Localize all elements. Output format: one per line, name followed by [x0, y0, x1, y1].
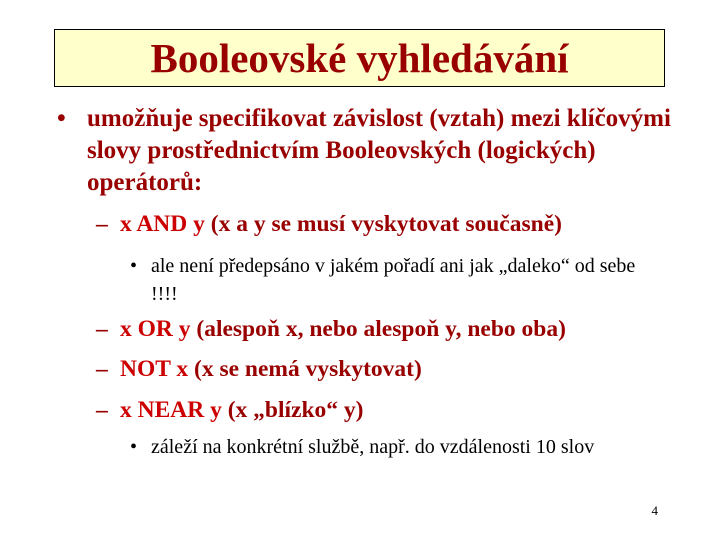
bullet-marker: • — [57, 105, 66, 132]
item-description: (x „blízko“ y) — [221, 397, 364, 423]
note-order — [130, 252, 650, 308]
item-not — [96, 353, 696, 385]
sub-bullet-marker: • — [130, 436, 138, 458]
item-or — [96, 313, 696, 345]
dash-marker: – — [96, 356, 108, 382]
item-keyword: NOT x — [120, 356, 189, 382]
dash-marker: – — [96, 397, 108, 423]
bullet-main-text: umožňuje specifikovat závislost (vztah) mezi klíčovými slovy prostřednictvím Booleovských (logických) operátorů: — [87, 105, 671, 196]
dash-marker: – — [96, 211, 108, 237]
item-description: (x a y se musí vyskytovat současně) — [204, 211, 562, 237]
page-number: 4 — [651, 503, 658, 518]
dash-marker: – — [96, 316, 108, 342]
item-near — [96, 394, 696, 426]
slide-title: Booleovské vyhledávání — [150, 34, 569, 81]
item-keyword: x AND y — [120, 211, 205, 237]
item-description: (x se nemá vyskytovat) — [188, 356, 422, 382]
note-text: záleží na konkrétní službě, např. do vzdálenosti 10 slov — [151, 436, 595, 458]
bullet-main — [57, 103, 677, 199]
item-description: (alespoň x, nebo alespoň y, nebo oba) — [190, 316, 566, 342]
item-and — [96, 208, 696, 240]
title-box — [54, 29, 665, 87]
item-keyword: x OR y — [120, 316, 191, 342]
note-service — [130, 433, 650, 461]
sub-bullet-marker: • — [130, 255, 138, 277]
note-text: ale není předepsáno v jakém pořadí ani jak „daleko“ od sebe !!!! — [151, 255, 636, 305]
item-keyword: x NEAR y — [120, 397, 222, 423]
